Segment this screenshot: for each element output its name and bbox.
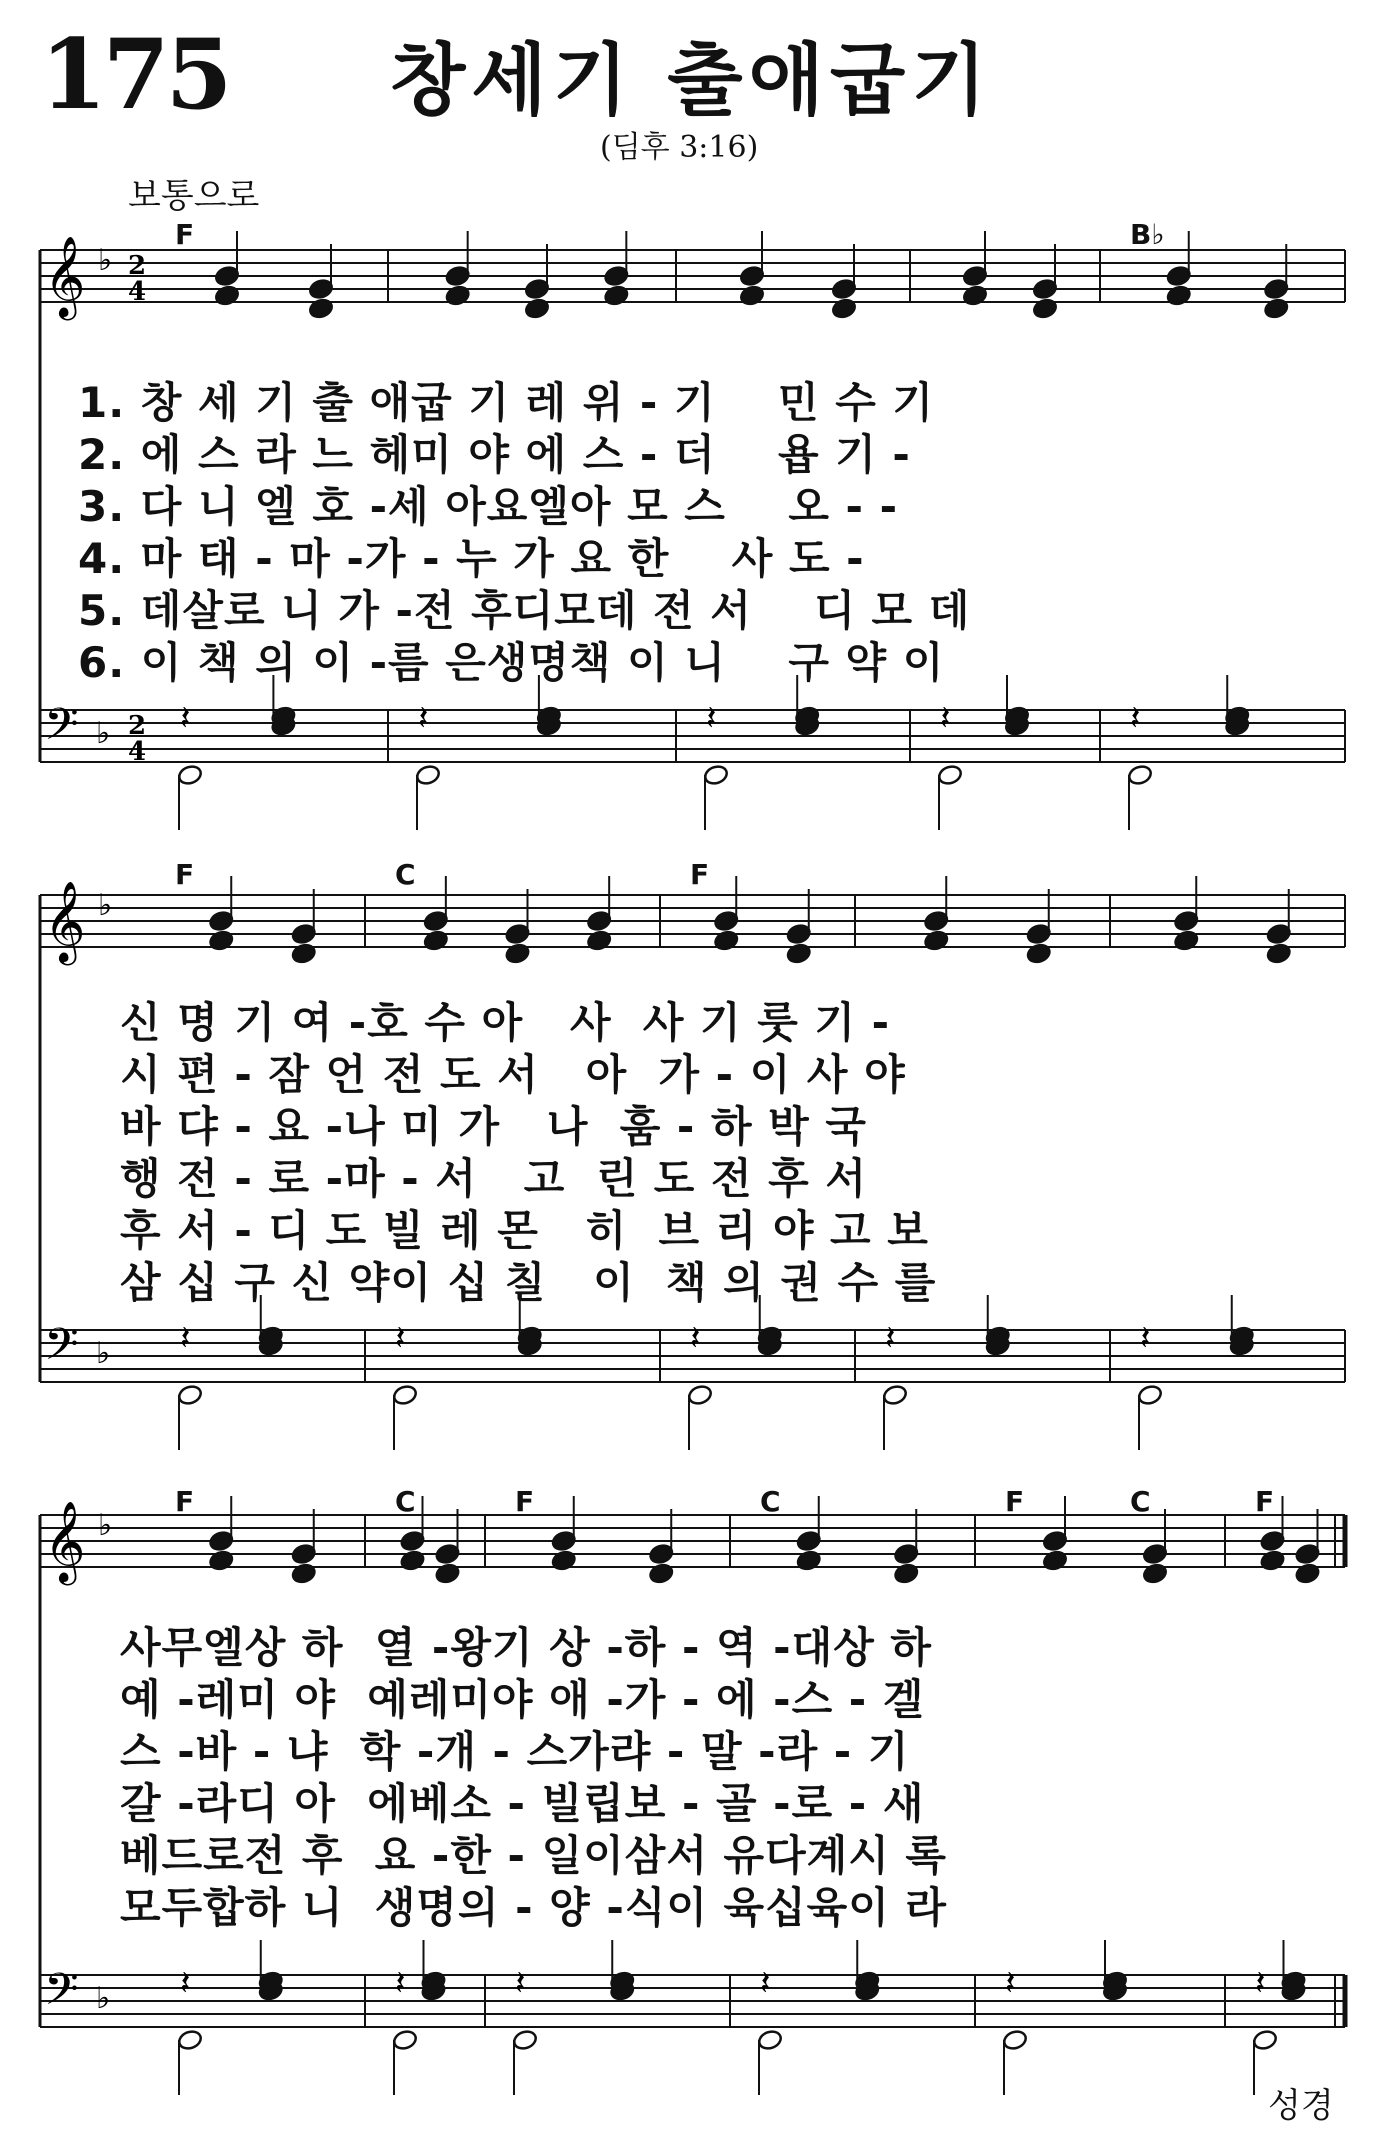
bass-note — [177, 1384, 203, 1407]
lyric-verse-line: 3. 다 니 엘 호 -세 아요엘아 모 스 오 - - — [78, 482, 899, 531]
quarter-rest-icon: 𝄽 — [418, 698, 429, 739]
alto-note — [1294, 1562, 1320, 1585]
key-signature-flat: ♭ — [96, 1981, 111, 2016]
lyric-verse-line: 베드로전 후 요 -한 - 일이삼서 유다계시 록 — [120, 1831, 947, 1880]
quarter-rest-icon: 𝄽 — [1005, 1963, 1016, 2004]
tempo-marking: 보통으로 — [128, 176, 260, 216]
alto-note — [445, 284, 471, 307]
quarter-rest-icon: 𝄽 — [885, 1318, 896, 1359]
alto-note — [831, 297, 857, 320]
lyric-verse-line: 1. 창 세 기 출 애굽 기 레 위 - 기 민 수 기 — [78, 378, 934, 427]
alto-note — [434, 1562, 460, 1585]
alto-note — [713, 929, 739, 952]
alto-note — [1259, 1549, 1285, 1572]
key-signature-flat: ♭ — [98, 1508, 113, 1543]
bass-note — [177, 764, 203, 787]
alto-note — [1142, 1562, 1168, 1585]
alto-note — [399, 1549, 425, 1572]
quarter-rest-icon: 𝄽 — [1130, 698, 1141, 739]
lyric-verse-line: 6. 이 책 의 이 -름 은생명책 이 니 구 약 이 — [78, 638, 945, 687]
alto-note — [551, 1549, 577, 1572]
quarter-rest-icon: 𝄽 — [706, 698, 717, 739]
alto-note — [1173, 929, 1199, 952]
lyric-verse-line: 사무엘상 하 열 -왕기 상 -하 - 역 -대상 하 — [120, 1623, 932, 1672]
bass-note — [1252, 2029, 1278, 2052]
alto-note — [423, 929, 449, 952]
bass-note — [937, 764, 963, 787]
lyric-verse-line: 삼 십 구 신 약이 십 칠 이 책 의 권 수 를 — [120, 1258, 937, 1307]
quarter-rest-icon: 𝄽 — [760, 1963, 771, 2004]
alto-note — [1032, 297, 1058, 320]
bass-note — [1002, 2029, 1028, 2052]
alto-note — [524, 297, 550, 320]
time-signature-bottom: 4 — [128, 277, 147, 307]
bass-note — [757, 2029, 783, 2052]
alto-note — [893, 1562, 919, 1585]
lyric-verse-line: 스 -바 - 냐 학 -개 - 스가랴 - 말 -라 - 기 — [120, 1727, 910, 1776]
alto-note — [1166, 284, 1192, 307]
alto-note — [308, 297, 334, 320]
time-signature-bottom: 4 — [128, 737, 147, 767]
alto-note — [208, 1549, 234, 1572]
alto-note — [648, 1562, 674, 1585]
alto-note — [603, 284, 629, 307]
quarter-rest-icon: 𝄽 — [690, 1318, 701, 1359]
alto-note — [291, 942, 317, 965]
category-label: 성경 — [1268, 2086, 1334, 2126]
alto-note — [796, 1549, 822, 1572]
chord-symbol: C — [1130, 1485, 1151, 1518]
bass-clef-icon: 𝄢 — [44, 1318, 79, 1381]
alto-note — [786, 942, 812, 965]
scripture-reference: (딤후 3:16) — [600, 130, 759, 165]
bass-note — [1127, 764, 1153, 787]
bass-note — [687, 1384, 713, 1407]
key-signature-flat: ♭ — [96, 1336, 111, 1371]
bass-clef-icon: 𝄢 — [44, 1963, 79, 2026]
treble-clef-icon: 𝄞 — [44, 880, 86, 962]
treble-clef-icon: 𝄞 — [44, 1500, 86, 1582]
bass-note — [882, 1384, 908, 1407]
key-signature-flat: ♭ — [98, 243, 113, 278]
bass-note — [177, 2029, 203, 2052]
bass-note — [415, 764, 441, 787]
bass-note — [392, 1384, 418, 1407]
lyric-verse-line: 바 댜 - 요 -나 미 가 나 훔 - 하 박 국 — [120, 1102, 867, 1151]
chord-symbol: F — [175, 1485, 195, 1518]
lyric-verse-line: 예 -레미 야 예레미야 애 -가 - 에 -스 - 겔 — [120, 1675, 925, 1724]
alto-note — [1042, 1549, 1068, 1572]
quarter-rest-icon: 𝄽 — [1140, 1318, 1151, 1359]
alto-note — [1263, 297, 1289, 320]
alto-note — [586, 929, 612, 952]
bass-note — [392, 2029, 418, 2052]
chord-symbol: B♭ — [1130, 218, 1165, 251]
alto-note — [214, 284, 240, 307]
alto-note — [923, 929, 949, 952]
chord-symbol: F — [175, 218, 195, 251]
alto-note — [208, 929, 234, 952]
lyric-verse-line: 신 명 기 여 -호 수 아 사 사 기 룻 기 - — [120, 998, 891, 1047]
lyric-verse-line: 갈 -라디 아 에베소 - 빌립보 - 골 -로 - 새 — [120, 1779, 925, 1828]
alto-note — [504, 942, 530, 965]
alto-note — [1026, 942, 1052, 965]
lyric-verse-line: 4. 마 태 - 마 -가 - 누 가 요 한 사 도 - — [78, 534, 865, 583]
lyric-verse-line: 5. 데살로 니 가 -전 후디모데 전 서 디 모 데 — [78, 586, 971, 635]
quarter-rest-icon: 𝄽 — [515, 1963, 526, 2004]
lyric-verse-line: 모두합하 니 생명의 - 양 -식이 육십육이 라 — [120, 1883, 947, 1932]
hymn-number: 175 — [40, 18, 229, 131]
quarter-rest-icon: 𝄽 — [940, 698, 951, 739]
quarter-rest-icon: 𝄽 — [180, 1963, 191, 2004]
alto-note — [739, 284, 765, 307]
quarter-rest-icon: 𝄽 — [1255, 1963, 1266, 2004]
time-signature-top: 2 — [128, 251, 147, 281]
quarter-rest-icon: 𝄽 — [395, 1318, 406, 1359]
chord-symbol: C — [395, 858, 416, 891]
quarter-rest-icon: 𝄽 — [180, 698, 191, 739]
lyric-verse-line: 2. 에 스 라 느 헤미 야 에 스 - 더 욥 기 - — [78, 430, 911, 479]
bass-note — [512, 2029, 538, 2052]
chord-symbol: F — [1005, 1485, 1025, 1518]
key-signature-flat: ♭ — [98, 888, 113, 923]
bass-note — [703, 764, 729, 787]
chord-symbol: F — [175, 858, 195, 891]
hymn-title: 창세기 출애굽기 — [390, 36, 993, 126]
alto-note — [1266, 942, 1292, 965]
lyric-verse-line: 행 전 - 로 -마 - 서 고 린 도 전 후 서 — [120, 1154, 867, 1203]
quarter-rest-icon: 𝄽 — [180, 1318, 191, 1359]
chord-symbol: C — [395, 1485, 416, 1518]
chord-symbol: C — [760, 1485, 781, 1518]
alto-note — [962, 284, 988, 307]
key-signature-flat: ♭ — [96, 716, 111, 751]
time-signature-top: 2 — [128, 711, 147, 741]
lyric-verse-line: 후 서 - 디 도 빌 레 몬 히 브 리 야 고 보 — [120, 1206, 929, 1255]
lyric-verse-line: 시 편 - 잠 언 전 도 서 아 가 - 이 사 야 — [120, 1050, 906, 1099]
bass-clef-icon: 𝄢 — [44, 698, 79, 761]
treble-clef-icon: 𝄞 — [44, 235, 86, 317]
quarter-rest-icon: 𝄽 — [395, 1963, 406, 2004]
chord-symbol: F — [690, 858, 710, 891]
alto-note — [291, 1562, 317, 1585]
chord-symbol: F — [515, 1485, 535, 1518]
chord-symbol: F — [1255, 1485, 1275, 1518]
bass-note — [1137, 1384, 1163, 1407]
